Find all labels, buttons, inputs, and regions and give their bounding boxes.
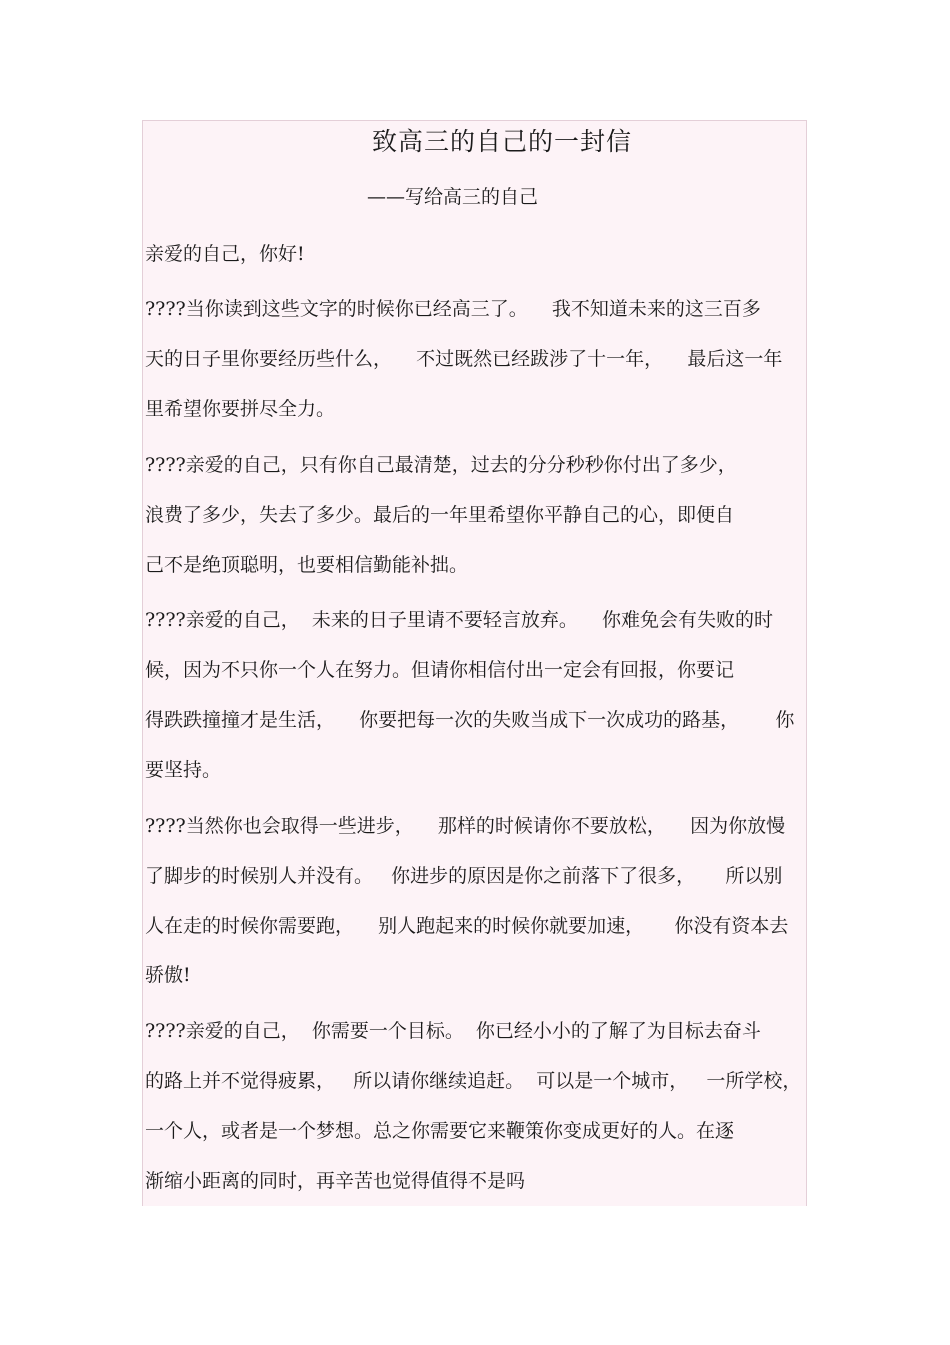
letter-line: 己不是绝顶聪明，也要相信勤能补拙。 (145, 554, 469, 576)
letter-line: 人在走的时候你需要跑， 别人跑起来的时候你就要加速， 你没有资本去 (145, 915, 789, 937)
letter-line: 的路上并不觉得疲累， 所以请你继续追赶。 可以是一个城市， 一所学校， (145, 1070, 802, 1092)
letter-line: 候，因为不只你一个人在努力。但请你相信付出一定会有回报，你要记 (145, 659, 735, 681)
letter-greeting: 亲爱的自己，你好! (145, 243, 305, 265)
letter-line: ????亲爱的自己，只有你自己最清楚，过去的分分秒秒你付出了多少， (145, 454, 737, 476)
letter-line: 天的日子里你要经历些什么， 不过既然已经跋涉了十一年， 最后这一年 (145, 348, 783, 370)
letter-line: 浪费了多少，失去了多少。最后的一年里希望你平静自己的心，即便自 (145, 504, 735, 526)
letter-title: 致高三的自己的一封信 (371, 127, 632, 156)
letter-line: ????当然你也会取得一些进步， 那样的时候请你不要放松， 因为你放慢 (145, 815, 786, 837)
letter-line: 骄傲! (145, 964, 191, 986)
letter-line: 一个人，或者是一个梦想。总之你需要它来鞭策你变成更好的人。在逐 (145, 1120, 735, 1142)
letter-line: 了脚步的时候别人并没有。 你进步的原因是你之前落下了很多， 所以别 (145, 865, 783, 887)
letter-line: 要坚持。 (145, 759, 222, 781)
letter-line: ????亲爱的自己， 你需要一个目标。 你已经小小的了解了为目标去奋斗 (145, 1020, 761, 1042)
letter-line: ????当你读到这些文字的时候你已经高三了。 我不知道未来的这三百多 (145, 298, 761, 320)
letter-subtitle: ——写给高三的自己 (367, 186, 539, 208)
letter-line: 里希望你要拼尽全力。 (145, 398, 336, 420)
letter-line: 得跌跌撞撞才是生活， 你要把每一次的失败当成下一次成功的路基， 你 (145, 709, 795, 731)
letter-line: ????亲爱的自己， 未来的日子里请不要轻言放弃。 你难免会有失败的时 (145, 609, 773, 631)
letter-line: 渐缩小距离的同时，再辛苦也觉得值得不是吗 (145, 1170, 526, 1192)
